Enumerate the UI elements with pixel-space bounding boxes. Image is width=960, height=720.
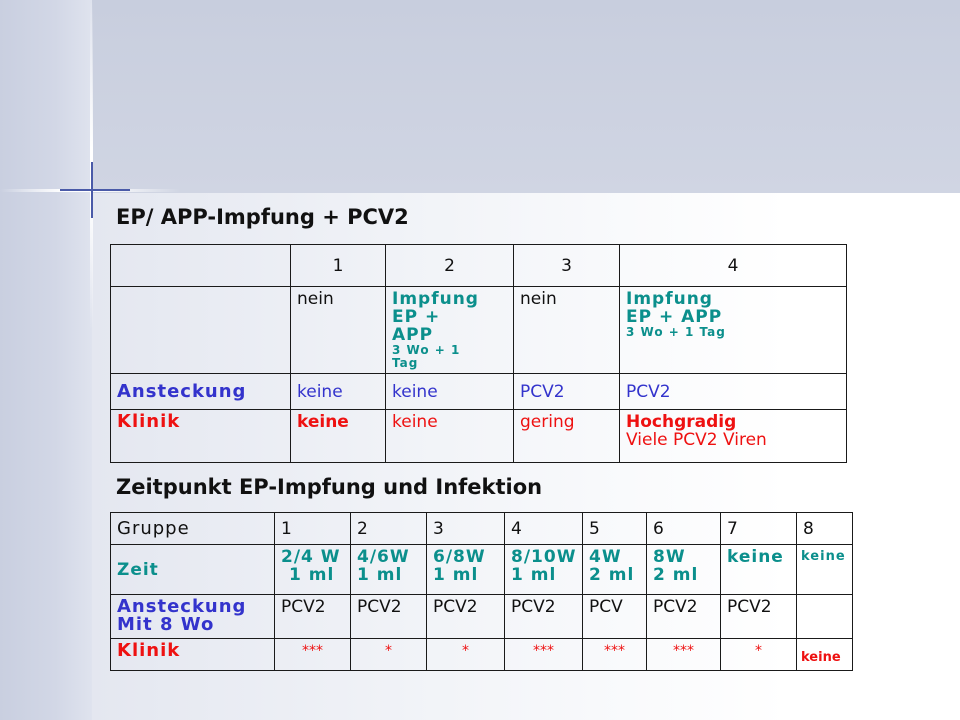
zeit-c1-top: 2/4 W <box>281 547 341 567</box>
table2-header-2: 2 <box>351 513 427 545</box>
impfung-c2-line2: EP + <box>392 307 441 327</box>
table2-klinik-row <box>111 639 853 671</box>
zeit-c6-top: 8W <box>653 547 686 567</box>
table1-ansteckung-c2: keine <box>386 374 514 410</box>
ansteckung-label-line2: Mit 8 Wo <box>117 614 215 635</box>
table2-header-3: 3 <box>427 513 505 545</box>
table2-klinik-c6: *** <box>647 639 721 671</box>
table2-klinik-c7: * <box>721 639 797 671</box>
table2-zeit-c8: keine <box>797 545 853 595</box>
zeit-c5-top: 4W <box>589 547 622 567</box>
impfung-c2-sub2: Tag <box>392 356 419 370</box>
table1-klinik-label: Klinik <box>111 410 291 463</box>
table2-header-1: 1 <box>275 513 351 545</box>
table1-header-1: 1 <box>291 245 386 287</box>
groups-table <box>110 512 853 671</box>
table2-header-6: 6 <box>647 513 721 545</box>
left-decor-band <box>0 0 92 720</box>
table2-ansteckung-c1: PCV2 <box>275 595 351 639</box>
table2-ansteckung-c4: PCV2 <box>505 595 583 639</box>
table1-impfung-row <box>111 287 847 374</box>
table1-ansteckung-c3: PCV2 <box>514 374 620 410</box>
zeit-c2-bottom: 1 ml <box>357 565 403 585</box>
table1-title: EP/ APP-Impfung + PCV2 <box>116 205 409 229</box>
zeit-c6-bottom: 2 ml <box>653 565 699 585</box>
table2-header-7: 7 <box>721 513 797 545</box>
table2-zeit-c3 <box>427 545 505 595</box>
table1-klinik-row <box>111 410 847 463</box>
table2-ansteckung-c2: PCV2 <box>351 595 427 639</box>
sparkle-star-icon <box>60 189 130 191</box>
zeit-c3-bottom: 1 ml <box>433 565 479 585</box>
ansteckung-label-line1: Ansteckung <box>117 596 247 617</box>
table2-klinik-c2: * <box>351 639 427 671</box>
table1-klinik-c4 <box>620 410 847 463</box>
table2-header-8: 8 <box>797 513 853 545</box>
sparkle-star-icon-vertical <box>91 162 93 218</box>
table1-klinik-c2: keine <box>386 410 514 463</box>
table2-zeit-c2 <box>351 545 427 595</box>
table2-ansteckung-c6: PCV2 <box>647 595 721 639</box>
table1-klinik-c1: keine <box>291 410 386 463</box>
table2-header-5: 5 <box>583 513 647 545</box>
table1-ansteckung-row <box>111 374 847 410</box>
table1-impfung-c1: nein <box>291 287 386 374</box>
zeit-c5-bottom: 2 ml <box>589 565 635 585</box>
table2-title: Zeitpunkt EP-Impfung und Infektion <box>116 475 543 499</box>
table1-impfung-c3: nein <box>514 287 620 374</box>
table2-klinik-c8: keine <box>797 639 853 671</box>
table2-klinik-c3: * <box>427 639 505 671</box>
table2-ansteckung-row <box>111 595 853 639</box>
impfung-c2-line3: APP <box>392 325 434 345</box>
table2-zeit-label: Zeit <box>111 545 275 595</box>
table1-header-3: 3 <box>514 245 620 287</box>
klinik-c4-sub: Viele PCV2 Viren <box>626 430 767 450</box>
table2-ansteckung-label <box>111 595 275 639</box>
table1-header-row <box>111 245 847 287</box>
table2-header-label: Gruppe <box>111 513 275 545</box>
zeit-c4-top: 8/10W <box>511 547 577 567</box>
impfung-c2-line1: Impfung <box>392 289 479 309</box>
table1-ansteckung-c4: PCV2 <box>620 374 847 410</box>
table2-zeit-row <box>111 545 853 595</box>
table2-zeit-c4 <box>505 545 583 595</box>
table1-impfung-label <box>111 287 291 374</box>
impfung-c4-sub: 3 Wo + 1 Tag <box>626 325 726 339</box>
impfung-c2-sub1: 3 Wo + 1 <box>392 343 461 357</box>
table2-ansteckung-c7: PCV2 <box>721 595 797 639</box>
table2-ansteckung-c5: PCV <box>583 595 647 639</box>
table1-impfung-c4 <box>620 287 847 374</box>
zeit-c1-bottom: 1 ml <box>289 565 335 585</box>
zeit-c3-top: 6/8W <box>433 547 486 567</box>
table2-zeit-c5 <box>583 545 647 595</box>
table2-header-row <box>111 513 853 545</box>
table2-klinik-c5: *** <box>583 639 647 671</box>
table2-zeit-c1 <box>275 545 351 595</box>
table1-header-4: 4 <box>620 245 847 287</box>
zeit-c2-top: 4/6W <box>357 547 410 567</box>
table2-klinik-label: Klinik <box>111 639 275 671</box>
table1-header-empty <box>111 245 291 287</box>
vaccination-table <box>110 244 847 463</box>
table2-ansteckung-c8 <box>797 595 853 639</box>
top-decor-band <box>92 0 960 193</box>
table2-header-4: 4 <box>505 513 583 545</box>
table2-zeit-c6 <box>647 545 721 595</box>
table2-zeit-c7: keine <box>721 545 797 595</box>
impfung-c4-line1: Impfung <box>626 289 713 309</box>
table2-klinik-c1: *** <box>275 639 351 671</box>
klinik-c4-main: Hochgradig <box>626 412 737 432</box>
table1-ansteckung-label: Ansteckung <box>111 374 291 410</box>
zeit-c4-bottom: 1 ml <box>511 565 557 585</box>
table2-klinik-c4: *** <box>505 639 583 671</box>
table1-klinik-c3: gering <box>514 410 620 463</box>
table1-ansteckung-c1: keine <box>291 374 386 410</box>
impfung-c4-line2: EP + APP <box>626 307 723 327</box>
table2-ansteckung-c3: PCV2 <box>427 595 505 639</box>
table1-header-2: 2 <box>386 245 514 287</box>
table1-impfung-c2 <box>386 287 514 374</box>
